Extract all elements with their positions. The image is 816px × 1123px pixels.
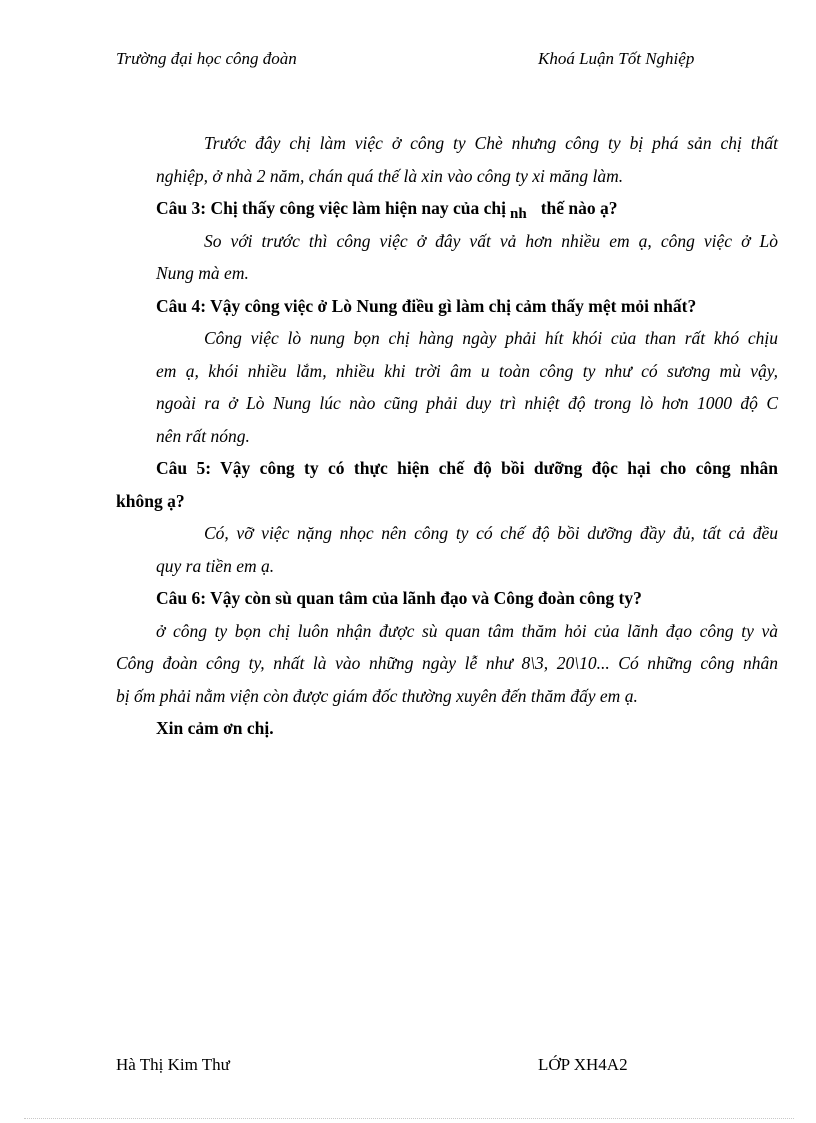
question-5: Câu 5: Vậy công ty có thực hiện chế độ bồi dưỡng độc hại cho công nhân [156,458,778,478]
question-text: Câu 3: Chị thấy công việc làm hiện nay của chị [156,198,507,218]
question-6: Câu 6: Vậy còn sù quan tâm của lãnh đạo và Công đoàn công ty? [156,588,642,608]
footer-author: Hà Thị Kim Thư [116,1055,230,1074]
answer-line: Có, vỡ việc nặng nhọc nên công ty có chế độ bồi dưỡng đầy đủ, tất cả đều [204,523,778,543]
answer-line: So với trước thì công việc ở đây vất vả hơn nhiều em ạ, công việc ở Lò [204,230,778,251]
question-4: Câu 4: Vậy công việc ở Lò Nung điều gì làm chị cảm thấy mệt mỏi nhất? [156,295,697,316]
answer-line: bị ốm phải nằm viện còn được giám đốc thường xuyên đến thăm đấy em ạ. [116,685,638,706]
question-3 [116,192,778,225]
answer-line: nên rất nóng. [156,425,250,446]
closing-thanks: Xin cảm ơn chị. [156,718,274,738]
answer-line: Nung mà em. [156,263,249,283]
answer-line: em ạ, khói nhiều lắm, nhiều khi trời âm u toàn công ty như có sương mù vậy, [156,360,778,381]
question-5-continued: không ạ? [116,490,185,511]
footer-class: LỚP XH4A2 [538,1055,628,1074]
answer-line: nghiệp, ở nhà 2 năm, chán quá thế là xin vào công ty xi măng làm. [156,165,624,186]
answer-line: ngoài ra ở Lò Nung lúc nào cũng phải duy trì nhiệt độ trong lò hơn 1000 độ C [156,393,778,413]
answer-line: quy ra tiền em ạ. [156,555,275,576]
interview-text [116,127,778,745]
stray-text: nh [510,206,527,222]
answer-line: Công đoàn công ty, nhất là vào những ngày lễ như 8\3, 20\10... Có những công nhân [116,653,778,673]
header-thesis-title: Khoá Luận Tốt Nghiệp [538,49,695,68]
answer-line: ở công ty bọn chị luôn nhận được sù quan tâm thăm hỏi của lãnh đạo công ty và [156,620,778,641]
question-text: thế nào ạ? [540,198,618,218]
header-school: Trường đại học công đoàn [116,49,297,68]
page-bottom-divider [24,1118,794,1119]
answer-line: Trước đây chị làm việc ở công ty Chè nhưng công ty bị phá sản chị thất [204,133,778,153]
answer-line: Công việc lò nung bọn chị hàng ngày phải hít khói của than rất khó chịu [204,328,778,348]
